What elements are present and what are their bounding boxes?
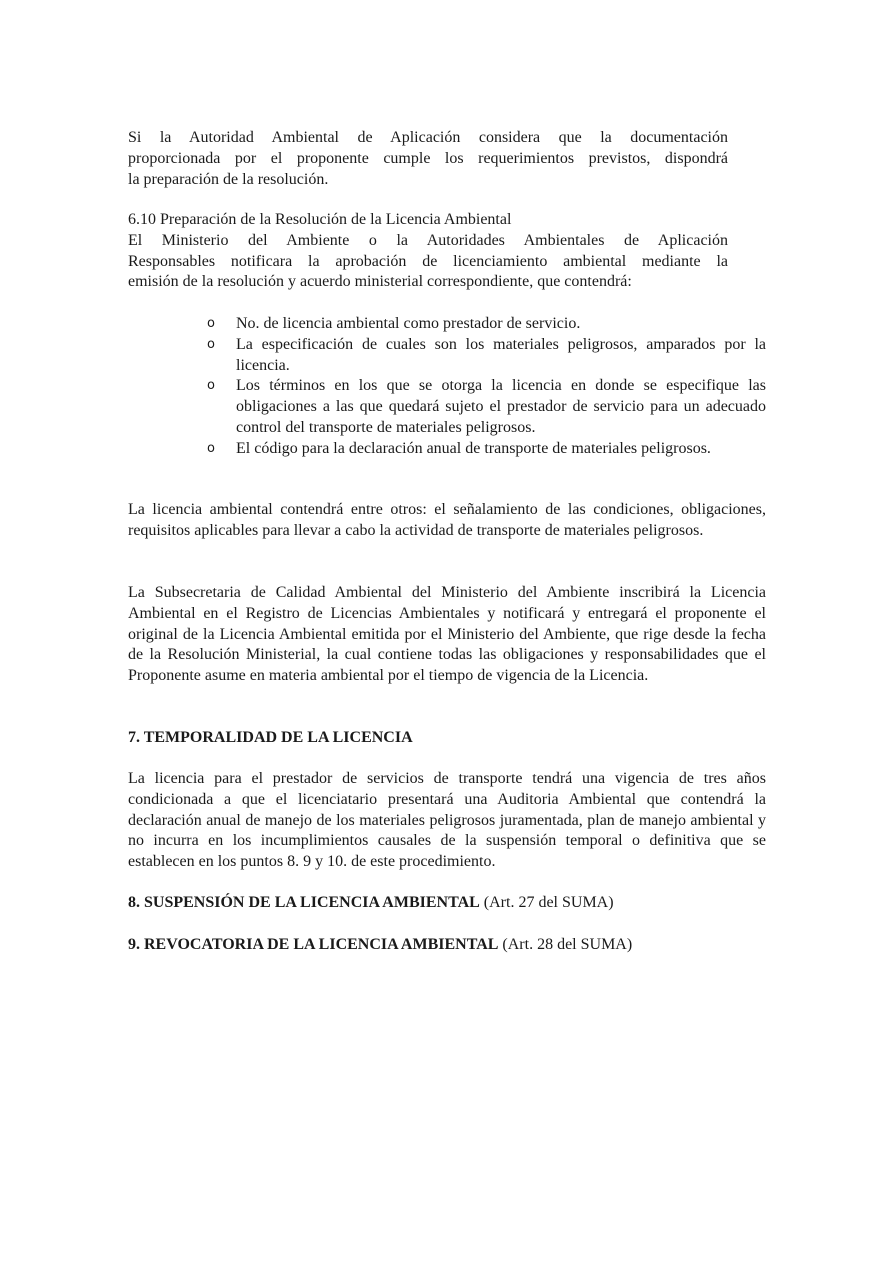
section-6-10-line-1: El Ministerio del Ambiente o la Autoridades Ambientales de Aplicación	[128, 231, 728, 249]
section-6-10-line-3: emisión de la resolución y acuerdo ministerial correspondiente, que contendrá:	[128, 273, 632, 291]
section-6-10-title: 6.10 Preparación de la Resolución de la Licencia Ambiental	[128, 211, 512, 228]
section-7-title: 7. TEMPORALIDAD DE LA LICENCIA	[128, 729, 413, 746]
section-7-body: La licencia para el prestador de servicios de transporte tendrá una vigencia de tres años condicionada a que el licenciatario presentará una Auditoria Ambiental que contendrá la declaración anual de manejo de los materiales peligrosos juramentada, plan de manejo ambiental y no incurra en los incumplimientos causales de la suspensión temporal o definitiva que se establecen en los puntos 8. 9 y 10. de este procedimiento.	[128, 770, 766, 871]
intro-line-1: Si la Autoridad Ambiental de Aplicación considera que la documentación	[128, 129, 728, 146]
section-7-heading	[128, 728, 413, 749]
subsecretaria-paragraph: La Subsecretaria de Calidad Ambiental del Ministerio del Ambiente inscribirá la Licencia Ambiental en el Registro de Licencias Ambientales y notificará y entregará el proponente el original de la Licencia Ambiental emitida por el Ministerio del Ambiente, que rige desde la fecha de la Resolución Ministerial, la cual contiene todas las obligaciones y responsabilidades que el Proponente asume en materia ambiental por el tiempo de vigencia de la Licencia.	[128, 584, 766, 685]
section-8-title: 8. SUSPENSIÓN DE LA LICENCIA AMBIENTAL	[128, 894, 480, 911]
bullet-circle-icon: o	[207, 378, 215, 394]
section-8-reference: (Art. 27 del SUMA)	[483, 894, 614, 911]
bullet-circle-icon: o	[207, 440, 215, 456]
intro-line-2: proporcionada por el proponente cumple los requerimientos previstos, dispondrá	[128, 149, 728, 167]
section-9-heading	[128, 935, 632, 956]
section-6-10	[128, 210, 728, 293]
bullet-circle-icon: o	[207, 316, 215, 331]
list-item-text: La especificación de cuales son los materiales peligrosos, amparados por la licencia.	[236, 335, 766, 374]
list-item	[207, 439, 766, 460]
intro-paragraph	[128, 128, 728, 190]
section-9-title: 9. REVOCATORIA DE LA LICENCIA AMBIENTAL	[128, 936, 499, 953]
list-item-text: El código para la declaración anual de transporte de materiales peligrosos.	[236, 439, 711, 457]
section-8-heading	[128, 893, 614, 914]
list-item	[207, 376, 766, 438]
intro-line-3: la preparación de la resolución.	[128, 170, 329, 188]
list-item	[207, 335, 766, 377]
list-item-text: Los términos en los que se otorga la licencia en donde se especifique las obligaciones a las que quedará sujeto el prestador de servicio para un adecuado control del transporte de materiales peligrosos.	[236, 377, 766, 436]
section-6-10-line-2: Responsables notificara la aprobación de licenciamiento ambiental mediante la	[128, 252, 728, 270]
list-item-text: No. de licencia ambiental como prestador de servicio.	[236, 315, 581, 332]
list-item	[207, 314, 766, 335]
section-9-reference: (Art. 28 del SUMA)	[502, 936, 633, 953]
licence-contents-list	[207, 314, 766, 460]
licence-content-paragraph: La licencia ambiental contendrá entre otros: el señalamiento de las condiciones, obligaciones, requisitos aplicables para llevar a cabo la actividad de transporte de materiales peligrosos.	[128, 501, 766, 539]
bullet-circle-icon: o	[207, 336, 215, 352]
